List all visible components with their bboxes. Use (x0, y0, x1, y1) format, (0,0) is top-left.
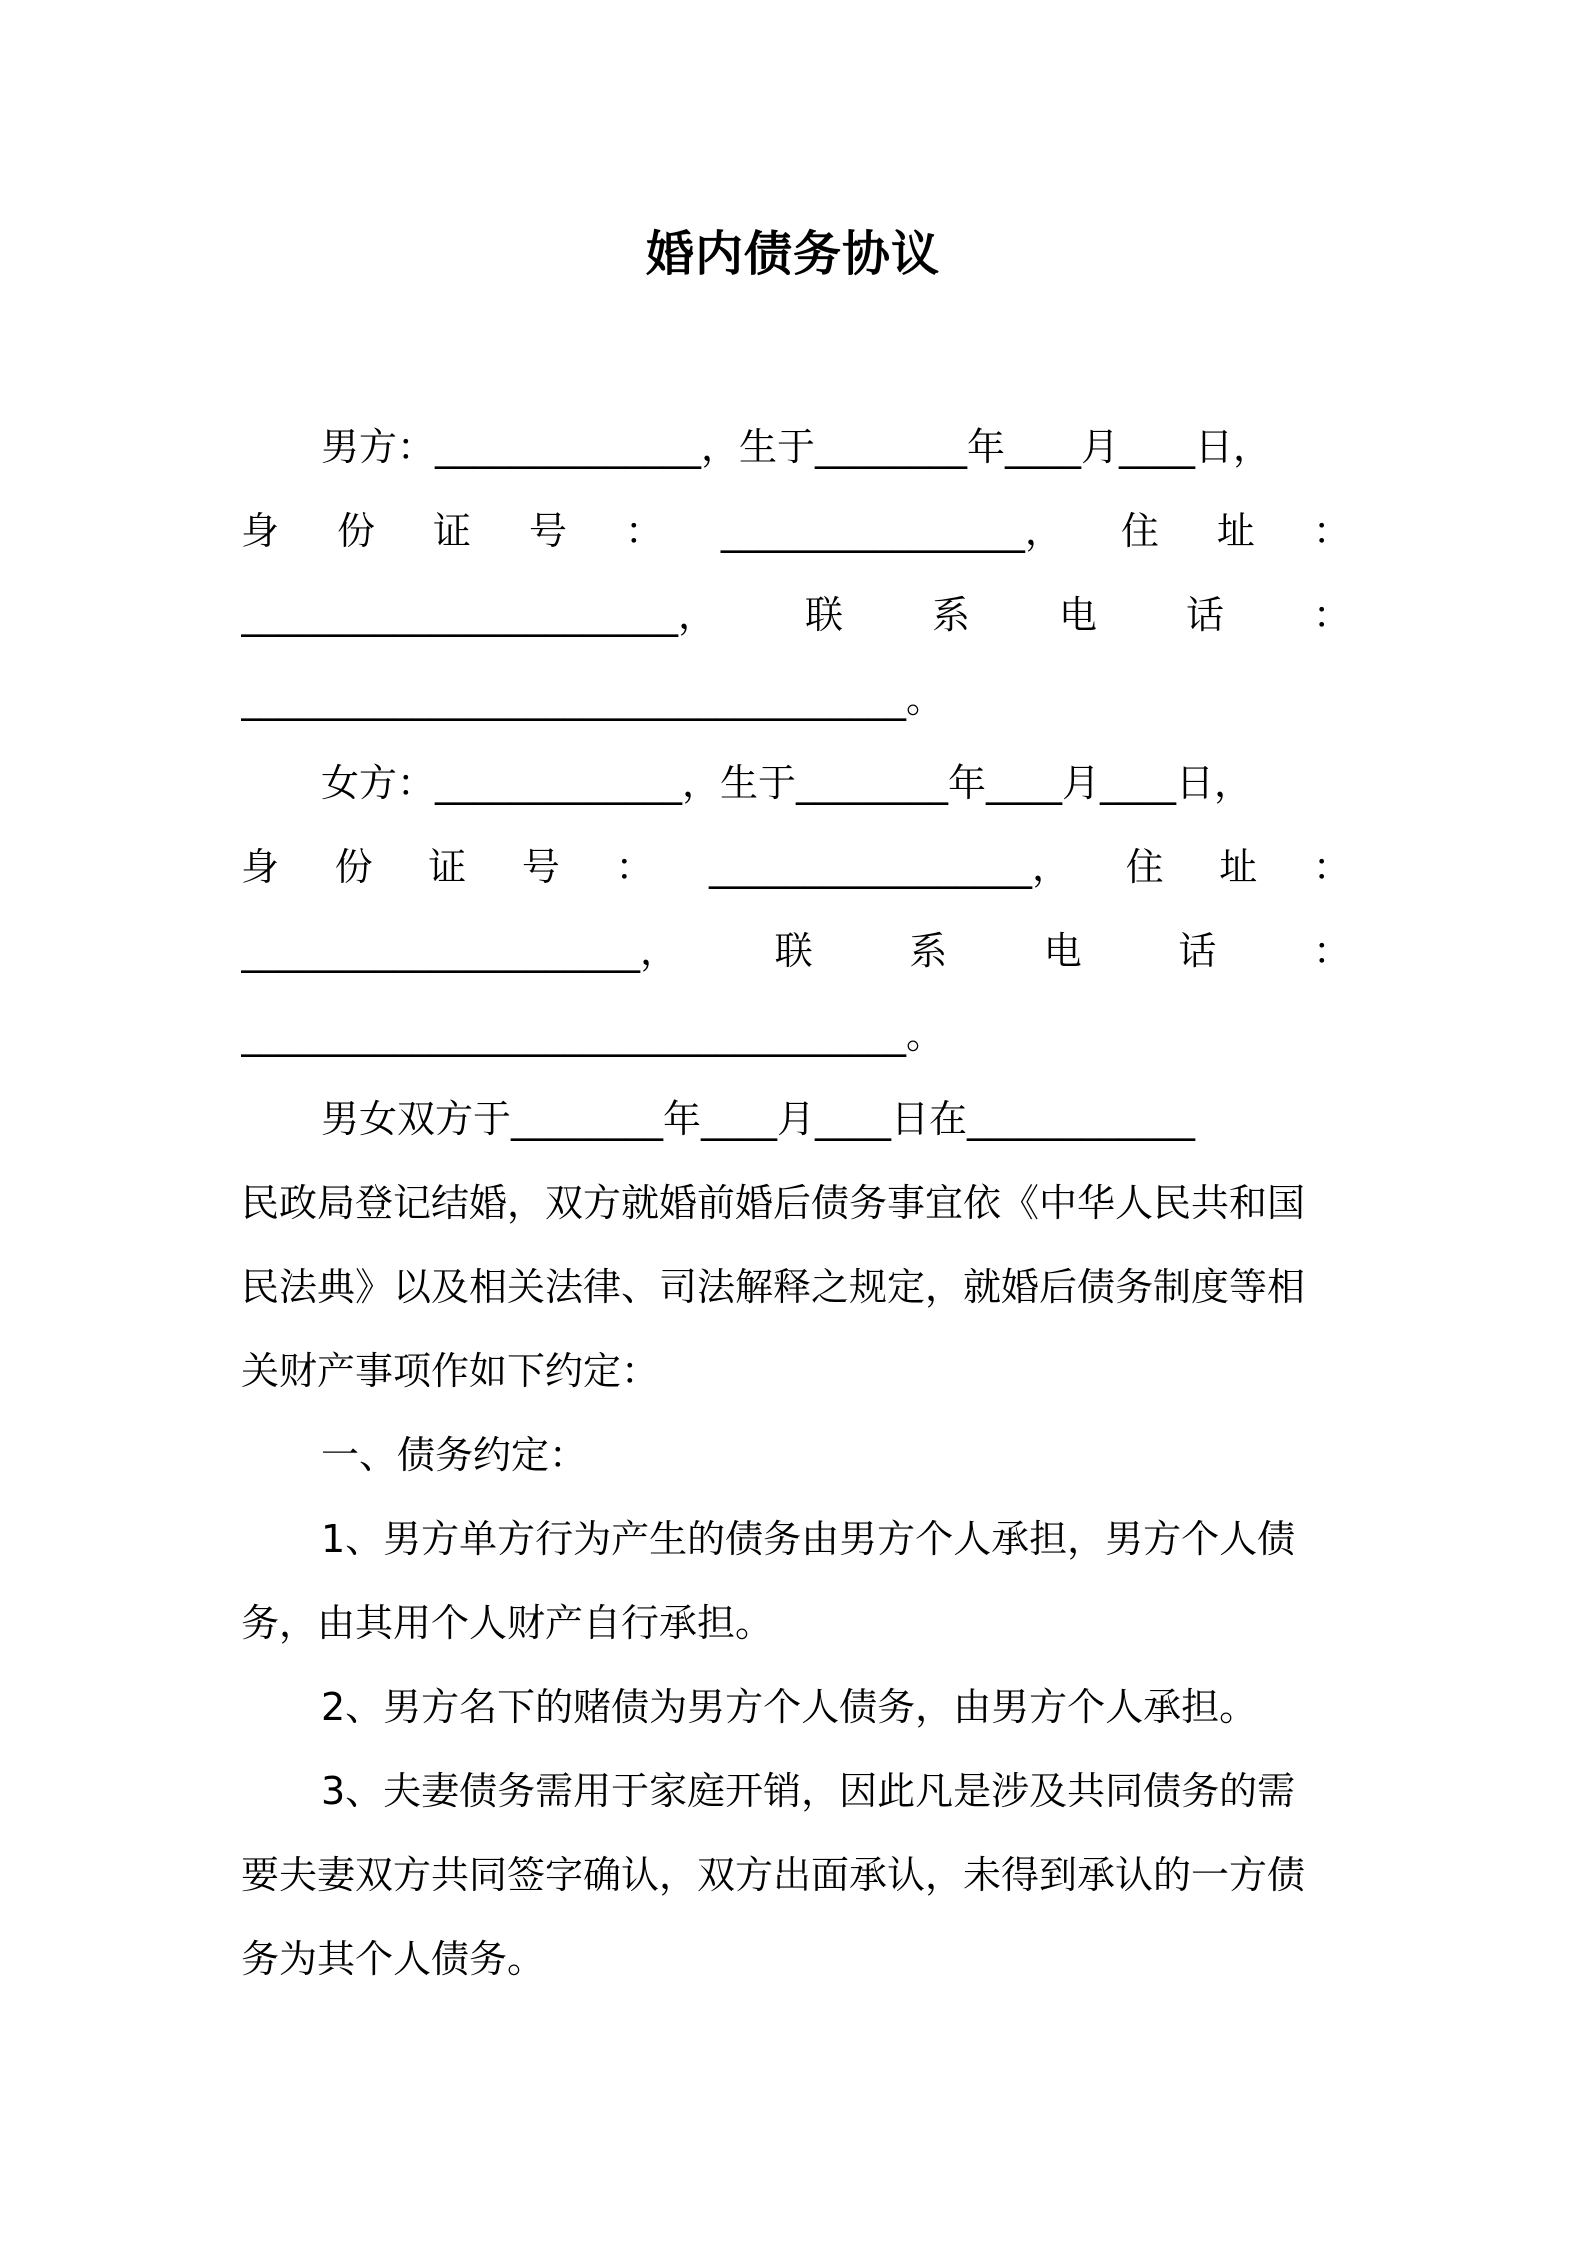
text-segment: ： (615, 845, 654, 889)
text-segment: 电 (1043, 929, 1082, 973)
text-segment: 号 (521, 845, 560, 889)
text-segment: ： (1312, 593, 1351, 637)
female-name-line: 女方：_____________，生于________年____月____日， (321, 761, 1253, 805)
document-title: 婚内债务协议 (645, 226, 940, 282)
female-id-line (241, 825, 1351, 909)
text-segment: 身 (241, 509, 280, 553)
blank-field: _______________________， (241, 593, 717, 637)
clause-line: 务，由其用个人财产自行承担。 (241, 1601, 774, 1645)
text-segment: 址 (1219, 845, 1258, 889)
female-address-line (241, 909, 1351, 993)
text-segment: 份 (336, 509, 375, 553)
text-segment: 号 (528, 509, 567, 553)
clause-line: 3、夫妻债务需用于家庭开销，因此凡是涉及共同债务的需 (321, 1769, 1296, 1813)
text-segment: 证 (428, 845, 467, 889)
text-segment: 联 (804, 593, 843, 637)
blank-field: ________________， (720, 509, 1063, 553)
male-phone-line: ___________________________________。 (241, 677, 945, 721)
male-address-line (241, 573, 1351, 657)
clause-line: 要夫妻双方共同签字确认，双方出面承认，未得到承认的一方债 (241, 1853, 1306, 1897)
blank-field: _____________________， (241, 929, 679, 973)
text-segment: ： (1312, 509, 1351, 553)
blank-field: _________________， (709, 845, 1071, 889)
clause-line: 2、男方名下的赌债为男方个人债务，由男方个人承担。 (321, 1685, 1258, 1729)
text-segment: 系 (909, 929, 948, 973)
text-segment: 系 (931, 593, 970, 637)
text-segment: ： (624, 509, 663, 553)
clause-line: 1、男方单方行为产生的债务由男方个人承担，男方个人债 (321, 1517, 1296, 1561)
male-id-line (241, 489, 1351, 573)
paragraph-line: 民政局登记结婚，双方就婚前婚后债务事宜依《中华人民共和国 (241, 1181, 1306, 1225)
text-segment: 话 (1185, 593, 1224, 637)
clause-line: 务为其个人债务。 (241, 1937, 546, 1981)
text-segment: 证 (432, 509, 471, 553)
paragraph-line: 民法典》以及相关法律、司法解释之规定，就婚后债务制度等相 (241, 1265, 1306, 1309)
text-segment: 身 (241, 845, 280, 889)
text-segment: 份 (334, 845, 373, 889)
paragraph-line: 关财产事项作如下约定： (241, 1349, 660, 1393)
text-segment: 联 (774, 929, 813, 973)
text-segment: 住 (1120, 509, 1159, 553)
text-segment: ： (1312, 845, 1351, 889)
female-phone-line: ___________________________________。 (241, 1013, 945, 1057)
paragraph-line: 男女双方于________年____月____日在____________ (321, 1097, 1196, 1141)
text-segment: 址 (1216, 509, 1255, 553)
text-segment: ： (1312, 929, 1351, 973)
text-segment: 话 (1178, 929, 1217, 973)
section-heading: 一、债务约定： (321, 1433, 588, 1477)
text-segment: 住 (1125, 845, 1164, 889)
document-body (241, 405, 1351, 2001)
text-segment: 电 (1058, 593, 1097, 637)
male-name-line: 男方：______________，生于________年____月____日， (321, 425, 1272, 469)
